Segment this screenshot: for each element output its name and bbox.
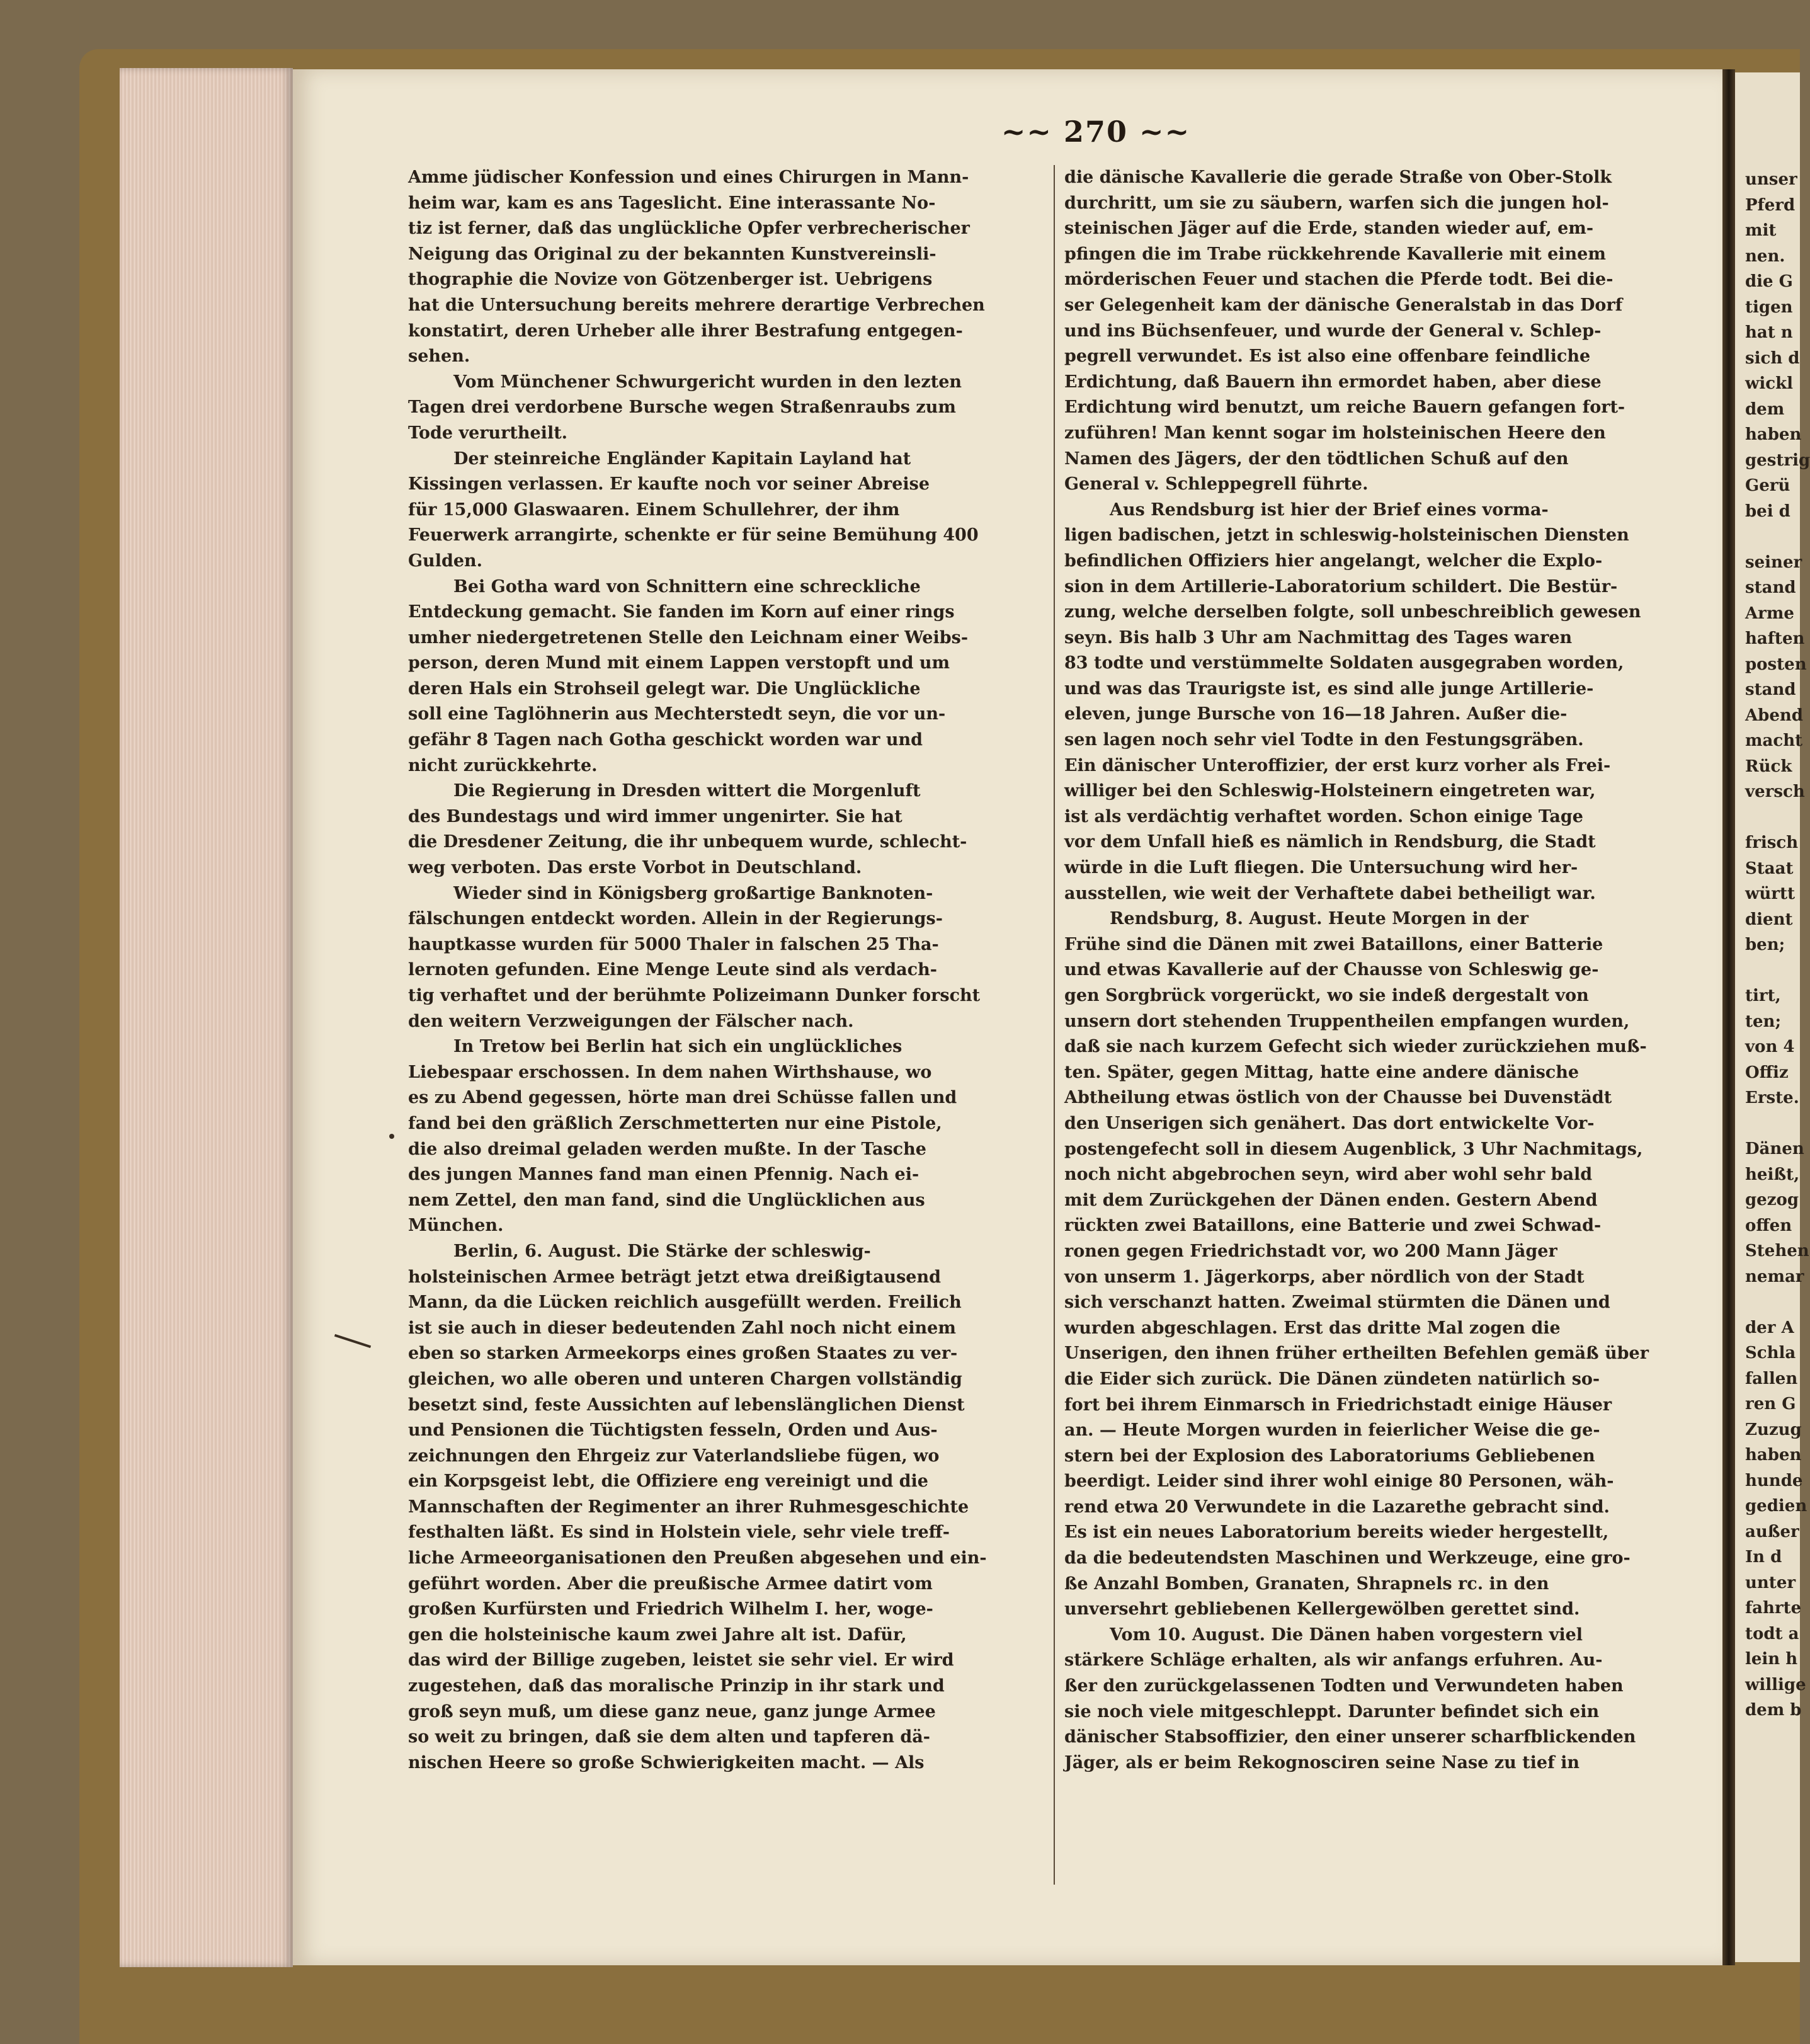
next-page-line — [1735, 805, 1810, 831]
next-page-line: Gerü — [1745, 476, 1790, 495]
text-line: durchritt, um sie zu säubern, warfen sich die jungen hol- — [1064, 193, 1609, 213]
next-page-line: Erste. — [1745, 1088, 1799, 1107]
text-line: wurden abgeschlagen. Erst das dritte Mal zogen die — [1064, 1318, 1561, 1338]
text-line: gefähr 8 Tagen nach Gotha geschickt worden war und — [408, 730, 923, 750]
text-line: rückten zwei Bataillons, eine Batterie und zwei Schwad- — [1064, 1216, 1602, 1236]
next-page-line: macht — [1745, 731, 1803, 750]
text-line: Kissingen verlassen. Er kaufte noch vor seiner Abreise — [408, 474, 930, 494]
text-line: für 15,000 Glaswaaren. Einem Schullehrer, der ihm — [408, 500, 900, 520]
next-page-line: Staat — [1745, 859, 1794, 878]
text-line: deren Hals ein Strohseil gelegt war. Die Unglückliche — [408, 678, 921, 699]
text-line: Bei Gotha ward von Schnittern eine schreckliche — [453, 576, 921, 597]
text-line: groß seyn muß, um diese ganz neue, ganz junge Armee — [408, 1701, 936, 1721]
text-line: williger bei den Schleswig-Holsteinern eingetreten war, — [1064, 781, 1596, 801]
next-page-line: mit — [1745, 221, 1777, 240]
next-page-line: dient — [1745, 910, 1793, 929]
text-line: ten. Später, gegen Mittag, hatte eine andere dänische — [1064, 1062, 1579, 1082]
text-line: Erdichtung wird benutzt, um reiche Bauern gefangen fort- — [1064, 397, 1625, 418]
next-page-line: haften — [1745, 629, 1805, 648]
text-line: gen Sorgbrück vorgerückt, wo sie indeß dergestalt von — [1064, 986, 1589, 1005]
next-page-line: die G — [1745, 272, 1793, 291]
text-line: fälschungen entdeckt worden. Allein in der Regierungs- — [408, 909, 943, 929]
text-line: holsteinischen Armee beträgt jetzt etwa dreißigtausend — [408, 1267, 941, 1287]
text-line: die dänische Kavallerie die gerade Straße von Ober-Stolk — [1064, 168, 1612, 187]
text-line: nicht zurückkehrte. — [408, 755, 598, 775]
next-page-line: stand — [1745, 578, 1796, 597]
text-line: Mann, da die Lücken reichlich ausgefüllt werden. Freilich — [408, 1293, 962, 1313]
text-line: besetzt sind, feste Aussichten auf lebenslänglichen Dienst — [408, 1395, 965, 1415]
next-page-line: Schla — [1745, 1344, 1796, 1362]
text-line: würde in die Luft fliegen. Die Untersuchung wird her- — [1064, 858, 1578, 878]
text-line: hauptkasse wurden für 5000 Thaler in falschen 25 Tha- — [408, 934, 939, 954]
text-line: Namen des Jägers, der den tödtlichen Schuß auf den — [1064, 448, 1569, 469]
text-line: den Unserigen sich genähert. Das dort entwickelte Vor- — [1064, 1113, 1595, 1133]
next-page-line: seiner — [1745, 552, 1802, 572]
next-page-line: tirt, — [1745, 986, 1781, 1005]
text-line: mit dem Zurückgehen der Dänen enden. Gestern Abend — [1064, 1190, 1598, 1210]
next-page-line: frisch — [1745, 833, 1799, 852]
text-line: Aus Rendsburg ist hier der Brief eines vorma- — [1110, 500, 1549, 520]
next-page-line: unser — [1745, 170, 1797, 189]
text-line: General v. Schleppegrell führte. — [1064, 474, 1369, 494]
text-line: lernoten gefunden. Eine Menge Leute sind als verdach- — [408, 960, 937, 980]
next-page-line: tigen — [1745, 297, 1793, 317]
text-line: gleichen, wo alle oberen und unteren Chargen vollständig — [408, 1369, 962, 1389]
text-line: ronen gegen Friedrichstadt vor, wo 200 Mann Jäger — [1064, 1241, 1557, 1261]
next-page-line: Rück — [1745, 757, 1792, 776]
text-line: fand bei den gräßlich Zerschmetterten nur eine Pistole, — [408, 1113, 942, 1133]
book-gutter — [1722, 69, 1735, 1965]
text-line: den weitern Verzweigungen der Fälscher nach. — [408, 1011, 854, 1031]
text-line: dänischer Stabsoffizier, den einer unserer scharfblickenden — [1064, 1727, 1636, 1747]
text-line: zuführen! Man kennt sogar im holsteinischen Heere den — [1064, 423, 1606, 443]
text-line: sie noch viele mitgeschleppt. Darunter befindet sich ein — [1064, 1701, 1600, 1721]
text-line: ßer den zurückgelassenen Todten und Verwundeten haben — [1064, 1676, 1624, 1696]
text-line: hat die Untersuchung bereits mehrere derartige Verbrechen — [408, 295, 985, 315]
text-line: ligen badischen, jetzt in schleswig-holsteinischen Diensten — [1064, 525, 1629, 545]
next-page-line: dem — [1745, 399, 1785, 419]
text-line: gen die holsteinische kaum zwei Jahre alt ist. Dafür, — [408, 1624, 907, 1645]
text-line: Liebespaar erschossen. In dem nahen Wirthshause, wo — [408, 1062, 932, 1082]
text-line: Tagen drei verdorbene Bursche wegen Straßenraubs zum — [408, 397, 956, 418]
next-page-line — [1735, 1111, 1810, 1137]
next-page-line: ren G — [1745, 1395, 1796, 1413]
text-line: und was das Traurigste ist, es sind alle junge Artillerie- — [1064, 678, 1594, 699]
text-line: von unserm 1. Jägerkorps, aber nördlich von der Stadt — [1064, 1267, 1585, 1287]
next-page-line: der A — [1745, 1318, 1794, 1337]
next-page-line: ben; — [1745, 935, 1785, 954]
page-number: 270 — [1063, 115, 1129, 149]
text-line: eleven, junge Bursche von 16—18 Jahren. Außer die- — [1064, 704, 1568, 724]
header-dash-right: ~~ — [1128, 115, 1191, 149]
text-line: es zu Abend gegessen, hörte man drei Schüsse fallen und — [408, 1088, 957, 1108]
right-column — [1064, 165, 1694, 1776]
text-line: Wieder sind in Königsberg großartige Banknoten- — [453, 883, 933, 903]
text-line: nischen Heere so große Schwierigkeiten macht. — Als — [408, 1752, 925, 1773]
text-line: eben so starken Armeekorps eines großen Staates zu ver- — [408, 1344, 958, 1364]
text-line: ein Korpsgeist lebt, die Offiziere eng vereinigt und die — [408, 1471, 928, 1492]
text-line: Amme jüdischer Konfession und eines Chirurgen in Mann- — [408, 168, 969, 187]
text-line: das wird der Billige zugeben, leistet sie sehr viel. Er wird — [408, 1650, 954, 1670]
text-line: München. — [408, 1216, 504, 1236]
text-line: ist sie auch in dieser bedeutenden Zahl noch nicht einem — [408, 1318, 956, 1338]
next-page-line: hunde — [1745, 1471, 1803, 1490]
text-line: daß sie nach kurzem Gefecht sich wieder zurückziehen muß- — [1064, 1037, 1647, 1057]
next-page-line — [1735, 524, 1810, 550]
next-page-line: Abend — [1745, 705, 1803, 725]
text-line: sion in dem Artillerie-Laboratorium schildert. Die Bestür- — [1064, 576, 1618, 597]
text-line: die also dreimal geladen werden mußte. In der Tasche — [408, 1139, 926, 1159]
text-line: die Eider sich zurück. Die Dänen zündeten natürlich so- — [1064, 1369, 1600, 1389]
text-line: des jungen Mannes fand man einen Pfennig. Nach ei- — [408, 1165, 919, 1185]
text-line: Entdeckung gemacht. Sie fanden im Korn auf einer rings — [408, 602, 955, 622]
next-page-line: wickl — [1745, 374, 1793, 393]
next-page-line: Dänen — [1745, 1139, 1804, 1158]
text-line: Frühe sind die Dänen mit zwei Bataillons, einer Batterie — [1064, 934, 1603, 954]
next-page-line: versch — [1745, 782, 1805, 801]
text-line: sen lagen noch sehr viel Todte in den Festungsgräben. — [1064, 730, 1584, 750]
text-line: noch nicht abgebrochen seyn, wird aber wohl sehr bald — [1064, 1165, 1593, 1185]
page-header — [964, 115, 1228, 152]
next-page-line: fallen — [1745, 1369, 1798, 1388]
text-line: die Dresdener Zeitung, die ihr unbequem wurde, schlecht- — [408, 832, 967, 852]
text-line: mörderischen Feuer und stachen die Pferde todt. Bei die- — [1064, 270, 1614, 290]
next-page-line: nemar — [1745, 1267, 1804, 1286]
next-page-line: posten — [1745, 654, 1807, 674]
next-page-line: bei d — [1745, 501, 1790, 521]
text-line: In Tretow bei Berlin hat sich ein unglückliches — [453, 1037, 902, 1057]
next-page-line: heißt, — [1745, 1165, 1800, 1184]
next-page-line: lein h — [1745, 1650, 1798, 1669]
text-line: umher niedergetretenen Stelle den Leichnam einer Weibs- — [408, 627, 969, 648]
next-page-line: sich d — [1745, 348, 1800, 368]
text-line: rend etwa 20 Verwundete in die Lazarethe gebracht sind. — [1064, 1497, 1610, 1517]
text-line: thographie die Novize von Götzenberger ist. Uebrigens — [408, 270, 933, 290]
text-line: des Bundestags und wird immer ungenirter. Sie hat — [408, 806, 902, 826]
text-line: so weit zu bringen, daß sie dem alten und tapferen dä- — [408, 1727, 930, 1747]
text-line: pegrell verwundet. Es ist also eine offenbare feindliche — [1064, 346, 1591, 367]
text-line: ser Gelegenheit kam der dänische Generalstab in das Dorf — [1064, 295, 1623, 315]
text-line: Abtheilung etwas östlich von der Chausse bei Duvenstädt — [1064, 1088, 1612, 1108]
next-page-line: gestrig — [1745, 450, 1810, 470]
column-rule — [1054, 165, 1055, 1885]
text-line: Vom 10. August. Die Dänen haben vorgestern viel — [1110, 1624, 1583, 1645]
text-line: und etwas Kavallerie auf der Chausse von Schleswig ge- — [1064, 960, 1599, 980]
text-line: ist als verdächtig verhaftet worden. Schon einige Tage — [1064, 806, 1583, 826]
text-line: sehen. — [408, 346, 470, 367]
text-line: seyn. Bis halb 3 Uhr am Nachmittag des Tages waren — [1064, 627, 1573, 648]
next-page-line: In d — [1745, 1548, 1782, 1567]
text-line: Rendsburg, 8. August. Heute Morgen in der — [1110, 909, 1529, 929]
text-line: und Pensionen die Tüchtigsten fesseln, Orden und Aus- — [408, 1420, 938, 1441]
text-line: stern bei der Explosion des Laboratoriums Gebliebenen — [1064, 1446, 1595, 1466]
next-page-line: Offiz — [1745, 1063, 1789, 1082]
next-page-line: dem b — [1745, 1701, 1802, 1720]
next-page-fragment — [1735, 72, 1810, 1962]
text-line: an. — Heute Morgen wurden in feierlicher Weise die ge- — [1064, 1420, 1600, 1441]
text-line: sich verschanzt hatten. Zweimal stürmten die Dänen und — [1064, 1293, 1610, 1313]
header-dash-left: ~~ — [1001, 115, 1064, 149]
text-line: Unserigen, den ihnen früher ertheilten Befehlen gemäß über — [1064, 1344, 1649, 1364]
margin-dot — [389, 1134, 394, 1139]
text-line: fort bei ihrem Einmarsch in Friedrichstadt einige Häuser — [1064, 1395, 1612, 1415]
text-line: Mannschaften der Regimenter an ihrer Ruhmesgeschichte — [408, 1497, 969, 1517]
next-page-line: haben — [1745, 1446, 1802, 1464]
next-page-line: unter — [1745, 1573, 1796, 1592]
text-line: festhalten läßt. Es sind in Holstein viele, sehr viele treff- — [408, 1522, 950, 1543]
next-page-line: gedien — [1745, 1497, 1807, 1516]
text-line: konstatirt, deren Urheber alle ihrer Bestrafung entgegen- — [408, 321, 963, 341]
next-page-text — [1735, 167, 1810, 1723]
text-line: person, deren Mund mit einem Lappen verstopft und um — [408, 653, 950, 673]
next-page-line: von 4 — [1745, 1037, 1795, 1056]
next-page-line: gezog — [1745, 1190, 1799, 1209]
text-line: vor dem Unfall hieß es nämlich in Rendsburg, die Stadt — [1064, 832, 1596, 852]
text-line: heim war, kam es ans Tageslicht. Eine interassante No- — [408, 193, 936, 213]
next-page-line: todt a — [1745, 1624, 1799, 1643]
text-line: unversehrt gebliebenen Kellergewölben gerettet sind. — [1064, 1599, 1580, 1619]
text-line: Berlin, 6. August. Die Stärke der schleswig- — [453, 1241, 871, 1261]
text-line: Vom Münchener Schwurgericht wurden in den lezten — [453, 372, 962, 392]
text-line: liche Armeeorganisationen den Preußen abgesehen und ein- — [408, 1548, 987, 1568]
text-line: zugestehen, daß das moralische Prinzip in ihr stark und — [408, 1676, 945, 1696]
next-page-line: haben — [1745, 425, 1802, 444]
text-line: ße Anzahl Bomben, Granaten, Shrapnels rc. in den — [1064, 1573, 1549, 1594]
text-line: Ein dänischer Unteroffizier, der erst kurz vorher als Frei- — [1064, 755, 1611, 775]
text-line: 83 todte und verstümmelte Soldaten ausgegraben worden, — [1064, 653, 1624, 673]
text-line: befindlichen Offiziers hier angelangt, welcher die Explo- — [1064, 551, 1603, 571]
next-page-line: Zuzug — [1745, 1420, 1802, 1439]
next-page-line: nen. — [1745, 246, 1785, 266]
text-line: Tode verurtheilt. — [408, 423, 568, 443]
text-line: Jäger, als er beim Rekognosciren seine Nase zu tief in — [1064, 1752, 1579, 1773]
text-line: Erdichtung, daß Bauern ihn ermordet haben, aber diese — [1064, 372, 1602, 392]
text-line: unsern dort stehenden Truppentheilen empfangen wurden, — [1064, 1011, 1630, 1031]
text-line: zung, welche derselben folgte, soll unbeschreiblich gewesen — [1064, 602, 1641, 622]
text-line: ausstellen, wie weit der Verhaftete dabei betheiligt war. — [1064, 883, 1596, 903]
left-column — [408, 165, 1038, 1776]
next-page-line: württ — [1745, 884, 1796, 903]
next-page-line: außer — [1745, 1522, 1799, 1541]
text-line: stärkere Schläge erhalten, als wir anfangs erfuhren. Au- — [1064, 1650, 1603, 1670]
next-page-line: willige — [1745, 1675, 1806, 1694]
text-line: soll eine Taglöhnerin aus Mechterstedt seyn, die vor un- — [408, 704, 946, 724]
text-line: tiz ist ferner, daß das unglückliche Opfer verbrecherischer — [408, 219, 970, 239]
text-line: postengefecht soll in diesem Augenblick, 3 Uhr Nachmitags, — [1064, 1139, 1643, 1159]
text-line: da die bedeutendsten Maschinen und Werkzeuge, eine gro- — [1064, 1548, 1631, 1568]
next-page-line — [1735, 1289, 1810, 1315]
text-line: Gulden. — [408, 551, 483, 571]
text-line: Der steinreiche Engländer Kapitain Layland hat — [453, 448, 911, 469]
next-page-line: stand — [1745, 680, 1796, 699]
next-page-line: Arme — [1745, 603, 1794, 623]
next-page-line: Stehen — [1745, 1242, 1809, 1260]
text-line: und ins Büchsenfeuer, und wurde der General v. Schlep- — [1064, 321, 1602, 341]
next-page-line — [1735, 958, 1810, 984]
text-line: großen Kurfürsten und Friedrich Wilhelm I. her, woge- — [408, 1599, 933, 1619]
text-line: geführt worden. Aber die preußische Armee datirt vom — [408, 1573, 933, 1594]
next-page-line: ten; — [1745, 1012, 1782, 1031]
next-page-line: Pferd — [1745, 195, 1796, 215]
next-page-line: fahrte — [1745, 1599, 1802, 1618]
text-line: steinischen Jäger auf die Erde, standen wieder auf, em- — [1064, 219, 1594, 239]
text-line: zeichnungen den Ehrgeiz zur Vaterlandsliebe fügen, wo — [408, 1446, 940, 1466]
text-line: Neigung das Original zu der bekannten Kunstvereinsli- — [408, 244, 936, 264]
text-line: Es ist ein neues Laboratorium bereits wieder hergestellt, — [1064, 1522, 1609, 1543]
text-line: Feuerwerk arrangirte, schenkte er für seine Bemühung 400 — [408, 525, 979, 545]
text-line: beerdigt. Leider sind ihrer wohl einige 80 Personen, wäh- — [1064, 1471, 1614, 1492]
page-edges — [120, 68, 293, 1967]
next-page-line: offen — [1745, 1216, 1792, 1235]
text-line: weg verboten. Das erste Vorbot in Deutschland. — [408, 858, 862, 878]
text-line: Die Regierung in Dresden wittert die Morgenluft — [453, 781, 921, 801]
text-line: nem Zettel, den man fand, sind die Unglücklichen aus — [408, 1190, 925, 1210]
text-line: tig verhaftet und der berühmte Polizeimann Dunker forscht — [408, 986, 981, 1005]
text-line: pfingen die im Trabe rückkehrende Kavallerie mit einem — [1064, 244, 1606, 264]
next-page-line: hat n — [1745, 323, 1793, 342]
